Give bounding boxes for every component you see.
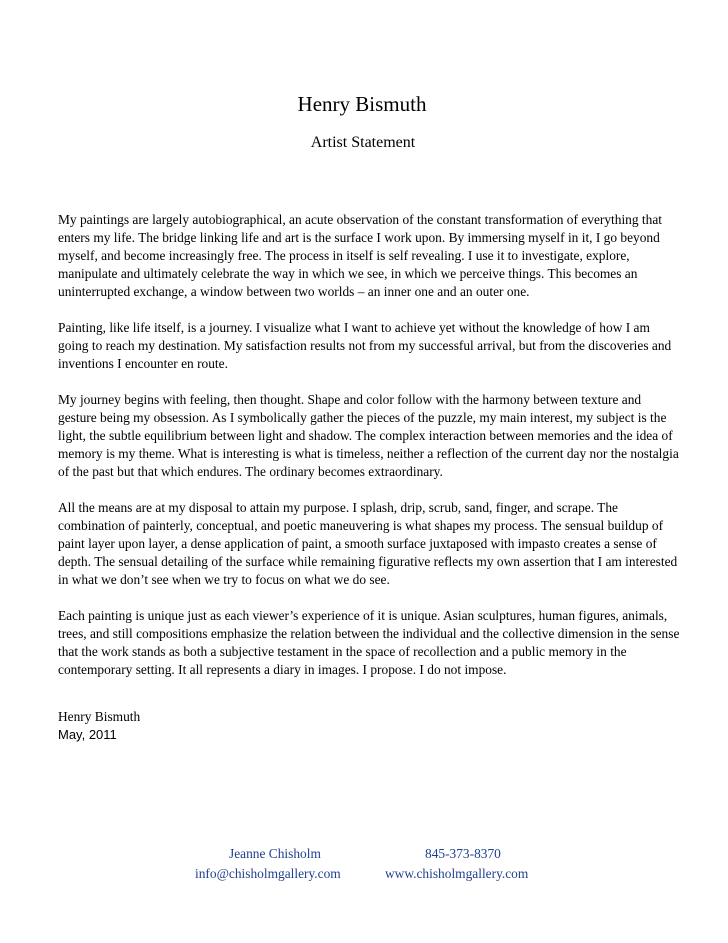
- artist-name: Henry Bismuth: [297, 92, 427, 116]
- signature-name: Henry Bismuth: [58, 709, 141, 724]
- statement-body: [58, 211, 683, 697]
- paragraph-4: All the means are at my disposal to attain my purpose. I splash, drip, scrub, sand, finger, and scrape. The combination of painterly, conceptual, and poetic maneuvering is what shapes my process. The sensual buildup of paint layer upon layer, a dense application of paint, a smooth surface juxtaposed with impasto creates a sense of depth. The sensual detailing of the surface while remaining figurative reflects my own assertion that I am interested in what we don’t see when we try to focus on what we do see.: [58, 500, 678, 587]
- contact-phone: 845-373-8370: [425, 846, 501, 861]
- contact-website[interactable]: www.chisholmgallery.com: [385, 866, 529, 881]
- statement-label: Artist Statement: [310, 134, 416, 151]
- signature-block: [58, 708, 140, 744]
- document-title: [0, 92, 728, 117]
- signature-date: May, 2011: [58, 727, 117, 742]
- paragraph-2: Painting, like life itself, is a journey. I visualize what I want to achieve yet without the knowledge of how I am going to reach my destination. My satisfaction results not from my successful arrival, but from the discoveries and inventions I encounter en route.: [58, 320, 672, 371]
- contact-name: Jeanne Chisholm: [229, 846, 321, 861]
- document-subtitle: [0, 134, 728, 152]
- paragraph-3: My journey begins with feeling, then thought. Shape and color follow with the harmony between texture and gesture being my obsession. As I symbolically gather the pieces of the puzzle, my main interest, my subject is the light, the subtle equilibrium between light and shadow. The complex interaction between memories and the idea of memory is my theme. What is interesting is what is timeless, neither a reflection of the current day nor the nostalgia of the past but that which endures. The ordinary becomes extraordinary.: [58, 392, 679, 479]
- paragraph-1: My paintings are largely autobiographical, an acute observation of the constant transformation of everything that enters my life. The bridge linking life and art is the surface I work upon. By immersing myself in it, I go beyond myself, and become increasingly free. The process in itself is self revealing. I use it to investigate, explore, manipulate and ultimately celebrate the way in which we see, in which we perceive things. This becomes an uninterrupted exchange, a window between two worlds – an inner one and an outer one.: [58, 212, 663, 299]
- contact-email[interactable]: info@chisholmgallery.com: [195, 866, 341, 881]
- paragraph-5: Each painting is unique just as each viewer’s experience of it is unique. Asian sculptures, human figures, animals, trees, and still compositions emphasize the relation between the individual and the collective dimension in the sense that the work stands as both a subjective testament in the space of recollection and a public memory in the contemporary setting. It all represents a diary in images. I propose. I do not impose.: [58, 608, 680, 677]
